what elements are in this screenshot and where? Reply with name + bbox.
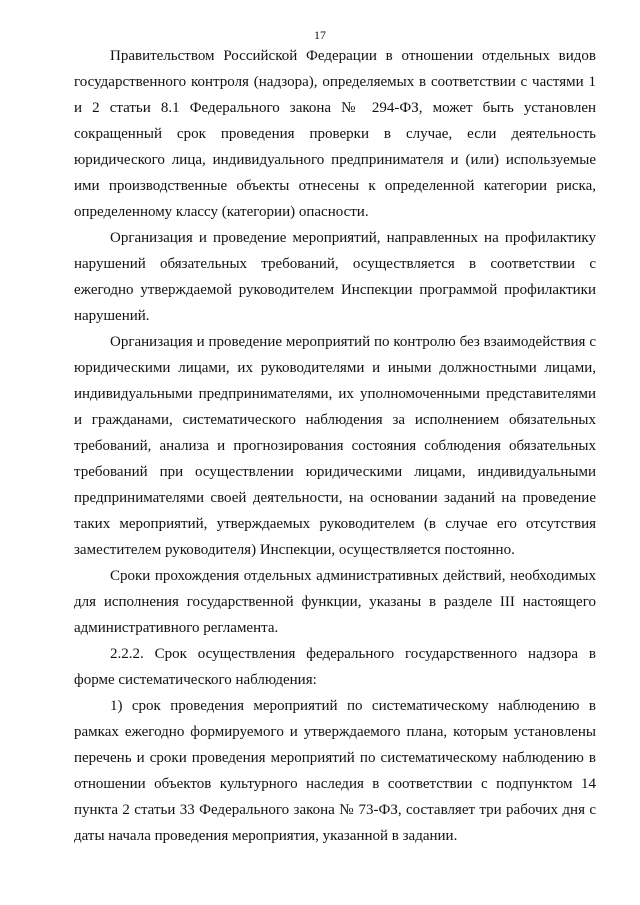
- document-body: [74, 43, 596, 849]
- paragraph-monitoring: Организация и проведение мероприятий по контролю без взаимодействия с юридическими лицами, их руководителями и иными должностными лицами, индивидуальными предпринимателями, их уполномоченными представителями и гражданами, систематического наблюдения за исполнением обязательных требований, анализа и прогнозирования состояния соблюдения обязательных требований при осуществлении юридическими лицами, индивидуальными предпринимателями своей деятельности, на основании заданий на проведение таких мероприятий, утверждаемых руководителем (в случае его отсутствия заместителем руководителя) Инспекции, осуществляется постоянно.: [74, 334, 596, 558]
- paragraph-prevention: Организация и проведение мероприятий, направленных на профилактику нарушений обязательных требований, осуществляется в соответствии с ежегодно утверждаемой руководителем Инспекции программой профилактики нарушений.: [74, 230, 596, 324]
- paragraph-continued: Правительством Российской Федерации в отношении отдельных видов государственного контроля (надзора), определяемых в соответствии с частями 1 и 2 статьи 8.1 Федерального закона № 294-ФЗ, может быть установлен сокращенный срок проведения проверки в случае, если деятельность юридического лица, индивидуального предпринимателя и (или) используемые ими производственные объекты отнесены к определенной категории риска, определенному классу (категории) опасности.: [74, 48, 596, 220]
- paragraph-deadlines: Сроки прохождения отдельных административных действий, необходимых для исполнения государственной функции, указаны в разделе III настоящего административного регламента.: [74, 568, 596, 636]
- paragraph-section-2-2-2: 2.2.2. Срок осуществления федерального государственного надзора в форме систематического наблюдения:: [74, 646, 596, 688]
- page-number: 17: [314, 28, 326, 42]
- paragraph-item-1: 1) срок проведения мероприятий по систематическому наблюдению в рамках ежегодно формируемого и утверждаемого плана, которым установлены перечень и сроки проведения мероприятий по систематическому наблюдению в отношении объектов культурного наследия в соответствии с подпунктом 14 пункта 2 статьи 33 Федерального закона № 73-ФЗ, составляет три рабочих дня с даты начала проведения мероприятия, указанной в задании.: [74, 698, 596, 844]
